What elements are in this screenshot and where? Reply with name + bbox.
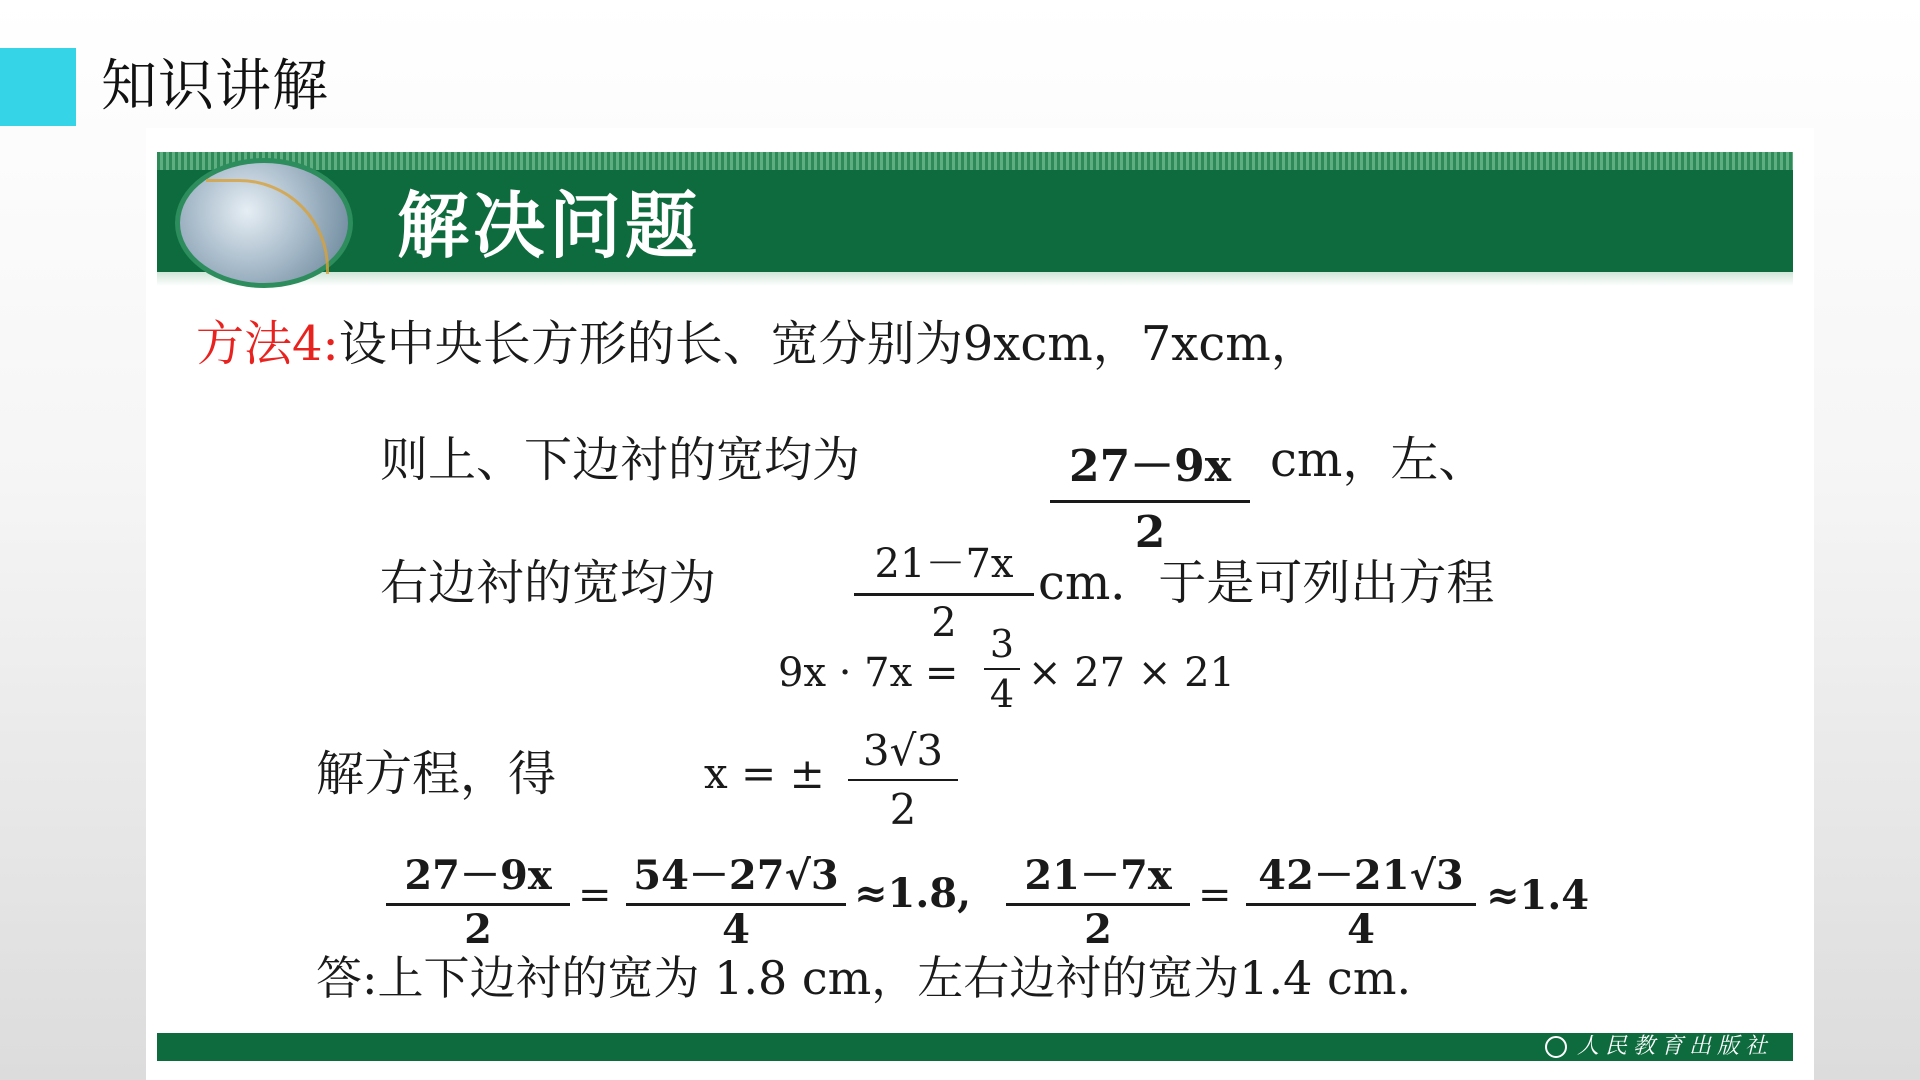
fraction-numerator: 21－7x [854,532,1034,596]
header-title: 解决问题 [397,183,702,268]
fraction-numerator: 3√3 [848,726,958,781]
slide-content [146,128,1814,1080]
result-approx-2: ≈1.4 [1486,872,1590,919]
fraction-numerator: 27－9x [1050,430,1250,503]
result-approx-1: ≈1.8, [854,870,972,917]
method-label: 方法4: [196,316,339,372]
fraction-denominator: 2 [464,906,492,953]
header-badge-image [175,158,353,288]
equation-rhs: × 27 × 21 [1028,650,1235,696]
slide-header [157,140,1793,290]
fraction-denominator: 2 [1084,906,1112,953]
border-top-bottom-text: 则上、下边衬的宽均为 [380,432,861,488]
fraction-top-bottom [1050,430,1250,558]
title-accent-block [0,48,76,126]
equation-fraction [984,622,1020,716]
page-title: 知识讲解 [101,54,329,119]
border-left-right-text: 右边衬的宽均为 [380,555,717,611]
solution-lhs: x = ± [704,749,825,798]
header-stripe [157,152,1793,170]
fraction-denominator: 2 [889,785,917,834]
fraction-numerator: 54－27√3 [626,844,846,906]
fraction-denominator: 4 [1347,906,1375,953]
fraction-denominator: 4 [989,672,1015,716]
fraction-numerator: 3 [984,622,1020,670]
fraction-denominator: 2 [1134,507,1166,558]
border-top-bottom-tail: cm，左、 [1270,432,1487,488]
result-fraction-left-right [1006,844,1190,953]
result-fraction-exact-2 [1246,844,1476,953]
answer-text: 答:上下边衬的宽为 1.8 cm，左右边衬的宽为1.4 cm. [316,951,1412,1005]
result-fraction-exact-1 [626,844,846,953]
publisher-logo-icon [1545,1036,1567,1058]
fraction-numerator: 27－9x [386,844,570,906]
method-line [196,314,1319,374]
result-fraction-top-bottom [386,844,570,953]
fraction-numerator: 42－21√3 [1246,844,1476,906]
fraction-denominator: 4 [722,906,750,953]
solve-text: 解方程，得 [316,746,557,802]
publisher-name: 人民教育出版社 [1576,1034,1773,1059]
footer-publisher [1545,1033,1773,1061]
solution-fraction [848,726,958,834]
slide-footer [157,1033,1793,1061]
result-equals-2: = [1198,872,1232,918]
method-text: 设中央长方形的长、宽分别为9xcm，7xcm， [338,316,1319,372]
equation-lhs: 9x · 7x = [778,650,959,696]
fraction-numerator: 21－7x [1006,844,1190,906]
header-underline [157,272,1793,286]
result-equals-1: = [578,872,612,918]
fraction-denominator: 2 [931,600,957,646]
border-left-right-tail: cm．于是可列出方程 [1038,555,1495,611]
